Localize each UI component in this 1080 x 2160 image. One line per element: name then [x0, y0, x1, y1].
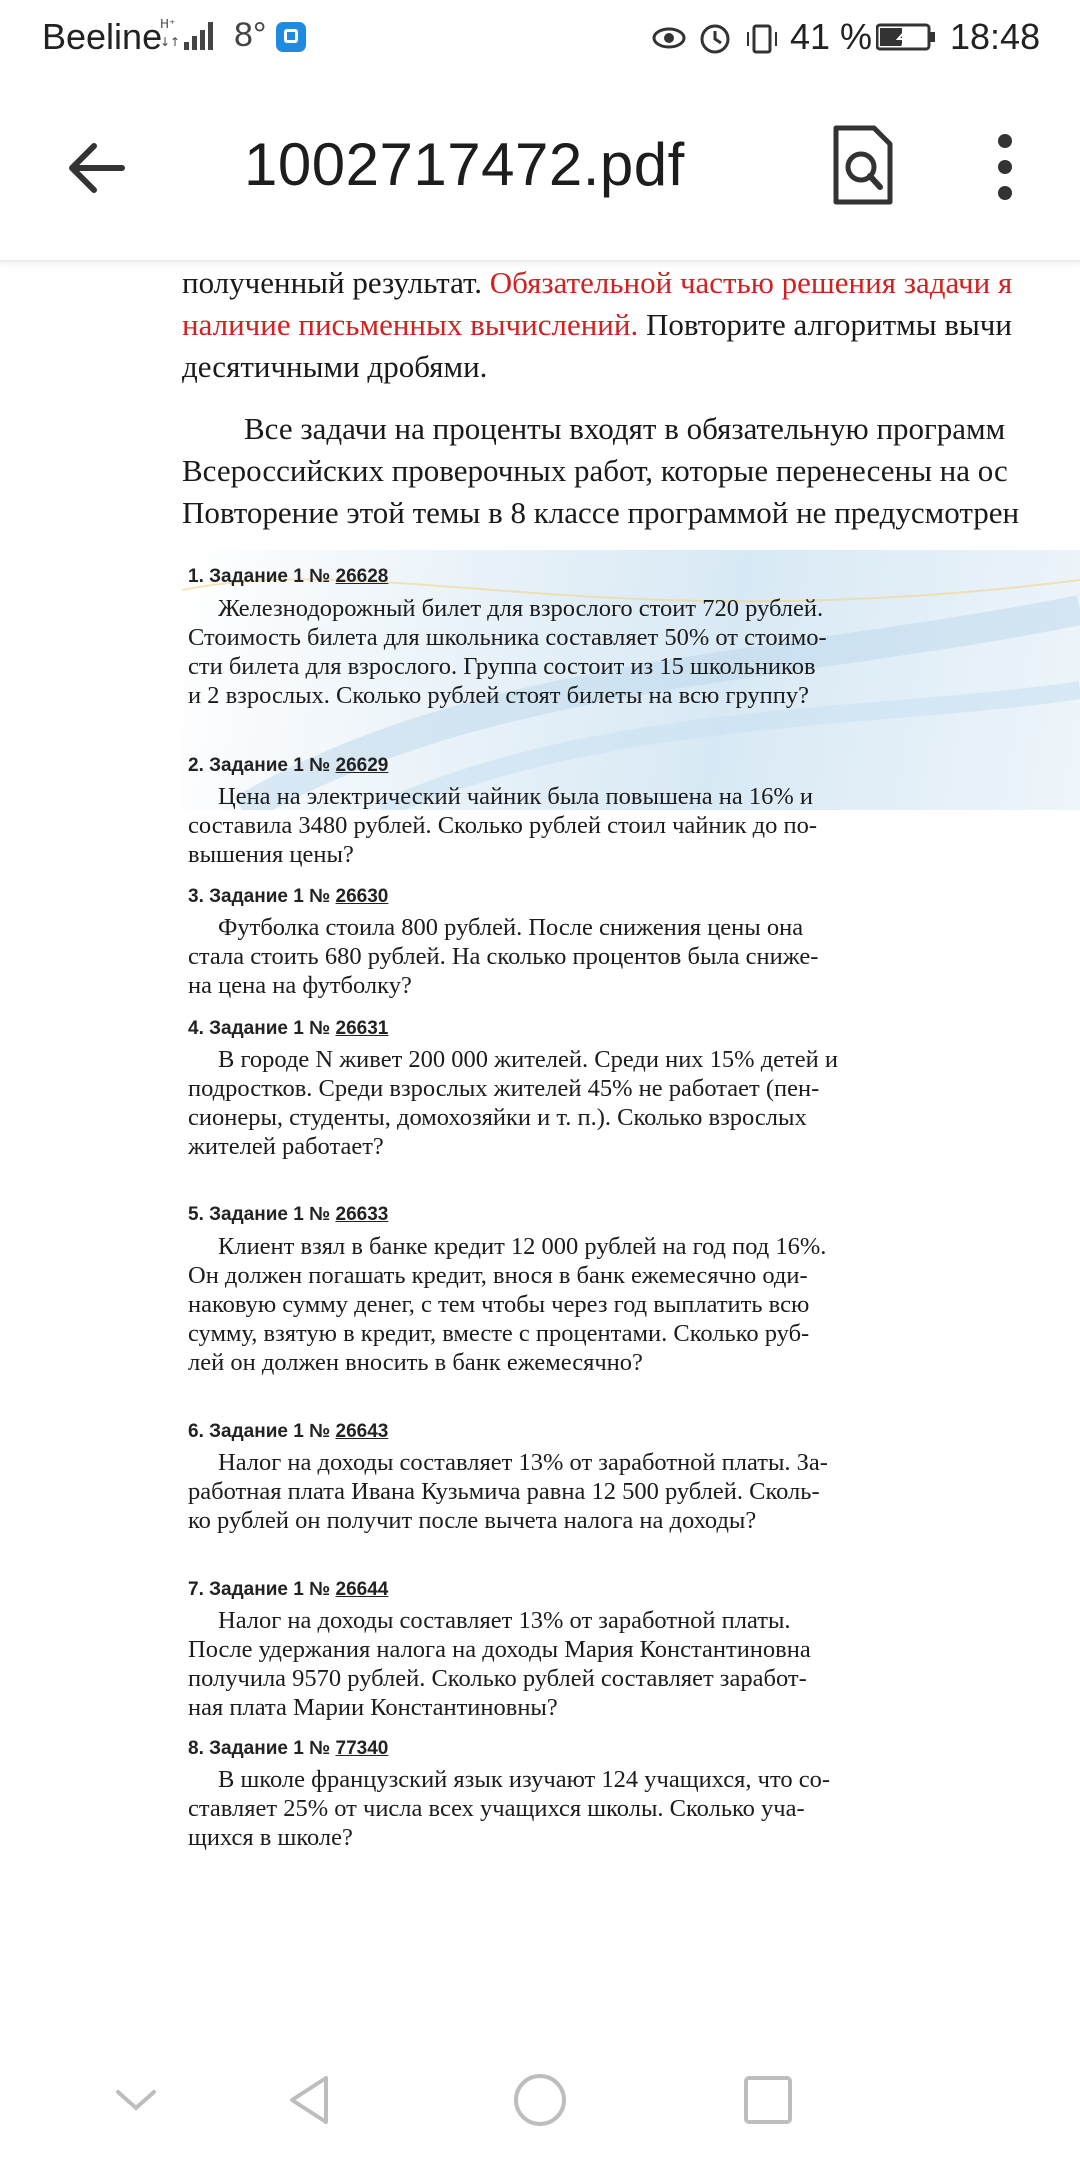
signal-icon [160, 14, 222, 54]
chevron-down-icon[interactable] [106, 2070, 166, 2130]
intro-red-text: Обязательной частью решения задачи я [482, 265, 1013, 300]
document-search-icon[interactable] [830, 124, 894, 206]
intro-line-3 [182, 346, 487, 388]
task-number-link[interactable]: 26628 [335, 566, 389, 587]
task-header: 5. Задание 1 № 26633 [188, 1204, 389, 1225]
system-navigation-bar [0, 2040, 1080, 2160]
intro-text: Повторите алгоритмы вычи [638, 307, 1012, 342]
task-header: 3. Задание 1 № 26630 [188, 886, 389, 907]
intro-text: десятичными дробями. [182, 349, 488, 384]
battery-percent: 41 % [790, 16, 873, 57]
para2-line-2: Всероссийских проверочных работ, которые перенесены на ос [182, 453, 1008, 488]
task-number-link[interactable]: 26630 [335, 886, 389, 907]
svg-text:↓↑: ↓↑ [160, 35, 181, 49]
intro-red-text: наличие письменных вычислений. [182, 307, 639, 342]
eye-icon [654, 29, 684, 47]
task-number-link[interactable]: 26644 [335, 1579, 389, 1600]
task-text: В городе N живет 200 000 жителей. Среди них 15% детей и подростков. Среди взрослых жителей 45% не работает (пен- сионеры, студенты, домохозяйки и т. п.). Сколько взрослых жителей работает? [188, 1046, 838, 1160]
document-title: 1002717472.pdf [244, 131, 685, 198]
arrow-back-icon[interactable] [60, 132, 132, 204]
task-header: 7. Задание 1 № 26644 [188, 1579, 389, 1600]
task-header: 6. Задание 1 № 26643 [188, 1421, 389, 1442]
para2-line-3: Повторение этой темы в 8 классе программой не предусмотрен [182, 495, 1020, 530]
task-number-link[interactable]: 26643 [335, 1421, 389, 1442]
more-vert-icon[interactable] [990, 132, 1020, 202]
task-number-link[interactable]: 77340 [335, 1738, 389, 1759]
app-bar [0, 74, 1080, 262]
task-text: Клиент взял в банке кредит 12 000 рублей на год под 16%. Он должен погашать кредит, внося в банк ежемесячно оди- наковую сумму денег, с тем чтобы через год выплатить всю сумму, взятую в кредит, вместе с процентами. Сколько руб- лей он должен вносить в банк ежемесячно? [188, 1233, 827, 1376]
back-triangle-icon[interactable] [280, 2070, 340, 2130]
task-text: Футболка стоила 800 рублей. После снижения цены она стала стоить 680 рублей. На сколько процентов была сниже- на цена на футболку? [188, 914, 819, 999]
recents-square-icon[interactable] [738, 2070, 798, 2130]
task-number-link[interactable]: 26629 [335, 755, 389, 776]
battery-icon [876, 22, 936, 52]
alarm-icon [702, 26, 728, 52]
security-app-icon [276, 22, 306, 52]
task-text: В школе французский язык изучают 124 учащихся, что со- ставляет 25% от числа всех учащихся школы. Сколько уча- щихся в школе? [188, 1766, 830, 1851]
home-circle-icon[interactable] [510, 2070, 570, 2130]
vibrate-icon [748, 26, 776, 52]
task-text: Цена на электрический чайник была повышена на 16% и составила 3480 рублей. Сколько рублей стоил чайник до по- вышения цены? [188, 783, 817, 868]
task-text: Железнодорожный билет для взрослого стоит 720 рублей. Стоимость билета для школьника составляет 50% от стоимо- сти билета для взрослого. Группа состоит из 15 школьников и 2 взрослых. Сколько рублей стоят билеты на всю группу? [188, 595, 827, 709]
intro-text: полученный результат. [182, 265, 482, 300]
task-number-link[interactable]: 26631 [335, 1018, 389, 1039]
intro-line-1 [182, 262, 1012, 304]
intro-line-2 [182, 304, 1012, 346]
status-bar [0, 0, 1080, 74]
task-text: Налог на доходы составляет 13% от заработной платы. За- работная плата Ивана Кузьмича равна 12 500 рублей. Сколь- ко рублей он получит после вычета налога на доходы? [188, 1449, 828, 1534]
temperature: 8° [234, 16, 267, 54]
task-header: 1. Задание 1 № 26628 [188, 566, 389, 587]
task-number-link[interactable]: 26633 [335, 1204, 389, 1225]
pdf-page[interactable] [0, 262, 1080, 2032]
carrier-name: Beeline [42, 16, 163, 57]
svg-text:H⁺: H⁺ [160, 17, 176, 31]
clock: 18:48 [950, 16, 1041, 57]
task-text: Налог на доходы составляет 13% от заработной платы. После удержания налога на доходы Мария Константиновна получила 9570 рублей. Сколько рублей составляет заработ- ная плата Марии Константиновны? [188, 1607, 811, 1721]
task-header: 2. Задание 1 № 26629 [188, 755, 389, 776]
task-header: 8. Задание 1 № 77340 [188, 1738, 389, 1759]
para2-line-1: Все задачи на проценты входят в обязательную программ [182, 411, 1006, 446]
task-header: 4. Задание 1 № 26631 [188, 1018, 389, 1039]
